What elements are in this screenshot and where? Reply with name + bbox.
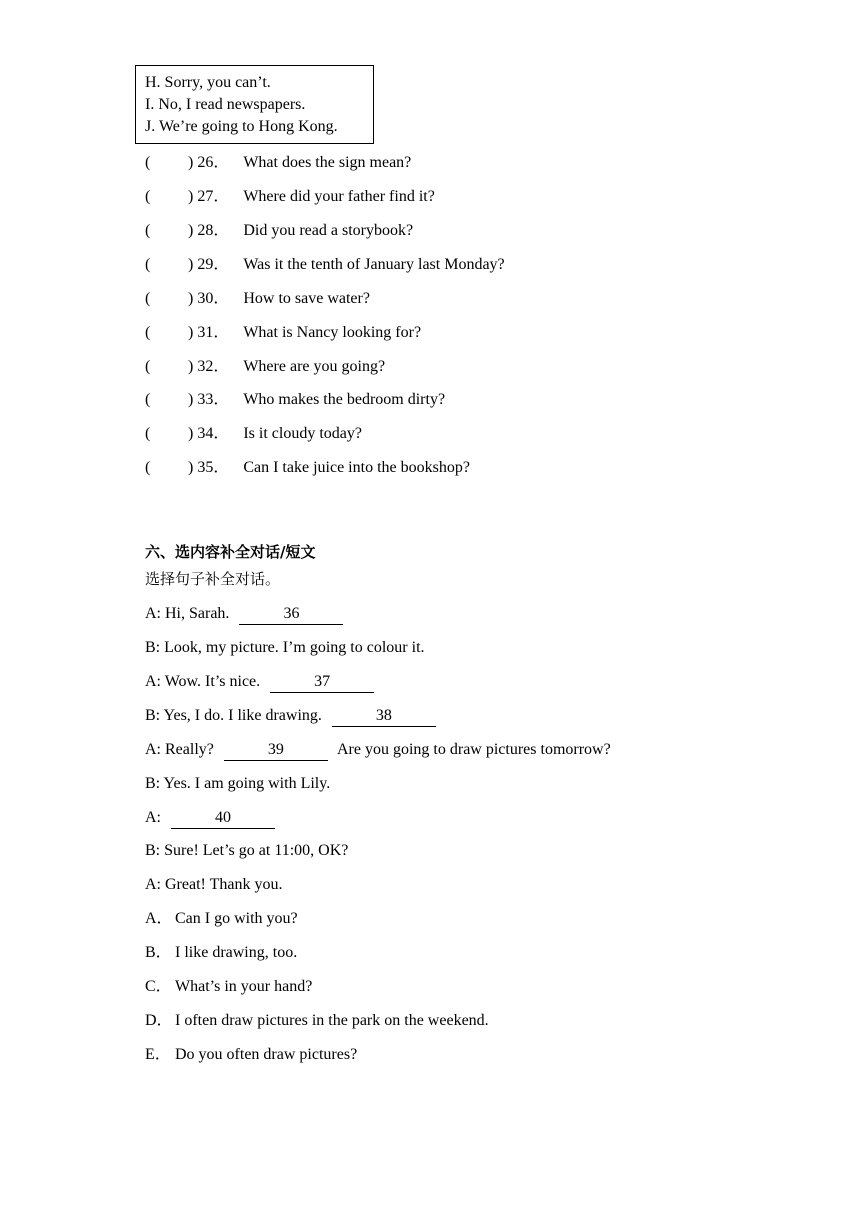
answer-blank[interactable]: 39	[224, 740, 328, 761]
dialogue-line	[145, 838, 348, 864]
dialogue-line	[145, 635, 425, 661]
choice-option	[145, 1042, 357, 1068]
answer-paren-open[interactable]: (	[145, 256, 151, 273]
answer-paren-close: )	[188, 425, 194, 442]
choice-text: Do you often draw pictures?	[175, 1046, 358, 1063]
question-row	[145, 286, 370, 312]
choice-letter: D．	[145, 1012, 173, 1029]
answer-paren-open[interactable]: (	[145, 391, 151, 408]
dialogue-text: A: Great! Thank you.	[145, 876, 283, 893]
dialogue-text: B: Look, my picture. I’m going to colour it.	[145, 639, 425, 656]
answer-paren-close: )	[188, 188, 194, 205]
answer-paren-open[interactable]: (	[145, 290, 151, 307]
dialogue-text: A: Really?	[145, 741, 214, 758]
choice-option	[145, 1008, 489, 1034]
answer-paren-open[interactable]: (	[145, 188, 151, 205]
answer-paren-open[interactable]: (	[145, 154, 151, 171]
question-text: What does the sign mean?	[243, 154, 412, 171]
choice-option	[145, 940, 297, 966]
dialogue-text: A: Hi, Sarah.	[145, 605, 230, 622]
question-text: Who makes the bedroom dirty?	[243, 391, 446, 408]
question-row	[145, 150, 411, 176]
question-number: 30．	[197, 290, 230, 307]
dialogue-line	[145, 805, 281, 831]
question-text: How to save water?	[243, 290, 370, 307]
question-text: Is it cloudy today?	[243, 425, 362, 442]
answer-blank[interactable]: 37	[270, 672, 374, 693]
answer-paren-close: )	[188, 358, 194, 375]
question-number: 28．	[197, 222, 230, 239]
dialogue-line	[145, 872, 282, 898]
choice-letter: E．	[145, 1046, 171, 1063]
dialogue-text: B: Sure! Let’s go at 11:00, OK?	[145, 842, 349, 859]
answer-paren-close: )	[188, 222, 194, 239]
dialogue-text: B: Yes, I do. I like drawing.	[145, 707, 322, 724]
question-number: 32．	[197, 358, 230, 375]
answer-paren-close: )	[188, 256, 194, 273]
question-text: What is Nancy looking for?	[243, 324, 422, 341]
answer-option-i: I. No, I read newspapers.	[145, 96, 306, 113]
dialogue-text-after: Are you going to draw pictures tomorrow?	[337, 741, 611, 758]
question-number: 26．	[197, 154, 230, 171]
question-row	[145, 218, 413, 244]
question-number: 31．	[197, 324, 230, 341]
question-number: 29．	[197, 256, 230, 273]
choice-letter: A．	[145, 910, 173, 927]
dialogue-text: B: Yes. I am going with Lily.	[145, 775, 331, 792]
answer-option-h: H. Sorry, you can’t.	[145, 74, 271, 91]
question-number: 33．	[197, 391, 230, 408]
dialogue-line	[145, 669, 380, 695]
question-number: 35．	[197, 459, 230, 476]
answer-blank[interactable]: 36	[239, 604, 343, 625]
choice-letter: C．	[145, 978, 172, 995]
answer-paren-open[interactable]: (	[145, 324, 151, 341]
section-title: 六、选内容补全对话/短文	[145, 543, 316, 561]
answer-paren-close: )	[188, 290, 194, 307]
question-row	[145, 184, 435, 210]
question-text: Was it the tenth of January last Monday?	[243, 256, 505, 273]
question-row	[145, 252, 505, 278]
dialogue-line	[145, 737, 611, 763]
answer-option-j: J. We’re going to Hong Kong.	[145, 118, 338, 135]
question-text: Did you read a storybook?	[243, 222, 414, 239]
choice-option	[145, 906, 298, 932]
question-text: Can I take juice into the bookshop?	[243, 459, 470, 476]
question-number: 27．	[197, 188, 230, 205]
question-row	[145, 387, 445, 413]
answer-paren-close: )	[188, 391, 194, 408]
choice-text: I often draw pictures in the park on the weekend.	[175, 1012, 489, 1029]
question-row	[145, 320, 421, 346]
choice-text: I like drawing, too.	[175, 944, 298, 961]
answer-paren-close: )	[188, 459, 194, 476]
answer-blank[interactable]: 40	[171, 808, 275, 829]
question-row	[145, 455, 470, 481]
answer-paren-open[interactable]: (	[145, 459, 151, 476]
answer-paren-open[interactable]: (	[145, 222, 151, 239]
choice-text: What’s in your hand?	[175, 978, 313, 995]
answer-paren-open[interactable]: (	[145, 425, 151, 442]
question-number: 34．	[197, 425, 230, 442]
question-text: Where are you going?	[243, 358, 386, 375]
question-row	[145, 354, 385, 380]
answer-paren-close: )	[188, 324, 194, 341]
section-instruction: 选择句子补全对话。	[145, 570, 281, 588]
dialogue-text: A: Wow. It’s nice.	[145, 673, 261, 690]
answer-paren-close: )	[188, 154, 194, 171]
choice-letter: B．	[145, 944, 172, 961]
dialogue-line	[145, 601, 349, 627]
question-row	[145, 421, 362, 447]
choice-option	[145, 974, 312, 1000]
dialogue-line	[145, 771, 330, 797]
dialogue-text: A:	[145, 809, 161, 826]
question-text: Where did your father find it?	[243, 188, 435, 205]
dialogue-line	[145, 703, 442, 729]
answer-paren-open[interactable]: (	[145, 358, 151, 375]
answer-blank[interactable]: 38	[332, 706, 436, 727]
answer-options-box	[135, 65, 374, 144]
choice-text: Can I go with you?	[175, 910, 298, 927]
